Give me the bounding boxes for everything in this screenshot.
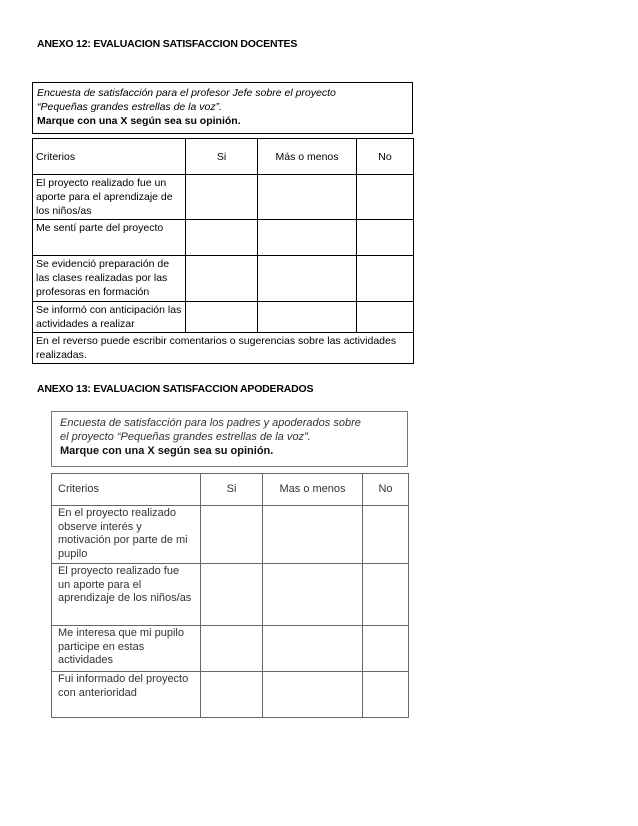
answer-cell-no[interactable]	[363, 672, 409, 718]
anexo12-instructions-box	[32, 82, 413, 134]
anexo13-instructions-line2: el proyecto “Pequeñas grandes estrellas de la voz”.	[60, 431, 311, 443]
answer-cell-si[interactable]	[186, 175, 258, 220]
anexo12-instructions-line3: Marque con una X según sea su opinión.	[37, 115, 241, 127]
header-criterios: Criterios	[52, 474, 201, 506]
criterion-text: El proyecto realizado fue un aporte para el aprendizaje de los niños/as	[52, 564, 201, 626]
answer-cell-si[interactable]	[201, 626, 263, 672]
answer-cell-si[interactable]	[201, 564, 263, 626]
criterion-text: Se evidenció preparación de las clases realizadas por las profesoras en formación	[33, 256, 186, 302]
anexo12-instructions-line2: “Pequeñas grandes estrellas de la voz”.	[37, 101, 223, 113]
table-row	[52, 564, 409, 626]
answer-cell-si[interactable]	[201, 506, 263, 564]
answer-cell-mas-o-menos[interactable]	[263, 672, 363, 718]
answer-cell-mas-o-menos[interactable]	[263, 626, 363, 672]
answer-cell-mas-o-menos[interactable]	[258, 302, 357, 333]
answer-cell-mas-o-menos[interactable]	[263, 506, 363, 564]
answer-cell-no[interactable]	[363, 564, 409, 626]
answer-cell-mas-o-menos[interactable]	[263, 564, 363, 626]
table-row	[33, 302, 414, 333]
header-mas-o-menos: Más o menos	[258, 139, 357, 175]
table-footer-row	[33, 333, 414, 364]
answer-cell-si[interactable]	[186, 220, 258, 256]
criterion-text: Fui informado del proyecto con anterioridad	[52, 672, 201, 718]
anexo13-heading: ANEXO 13: EVALUACION SATISFACCION APODERADOS	[37, 383, 314, 395]
criterion-text: Me interesa que mi pupilo participe en estas actividades	[52, 626, 201, 672]
anexo12-heading: ANEXO 12: EVALUACION SATISFACCION DOCENTES	[37, 38, 298, 50]
answer-cell-no[interactable]	[357, 256, 414, 302]
anexo13-instructions-line1: Encuesta de satisfacción para los padres y apoderados sobre	[60, 417, 361, 429]
anexo12-survey-table	[32, 138, 414, 364]
criterion-text: Me sentí parte del proyecto	[33, 220, 186, 256]
table-row	[52, 672, 409, 718]
table-row	[33, 220, 414, 256]
header-no: No	[363, 474, 409, 506]
answer-cell-no[interactable]	[357, 302, 414, 333]
criterion-text: Se informó con anticipación las actividades a realizar	[33, 302, 186, 333]
criterion-text: En el proyecto realizado observe interés y motivación por parte de mi pupilo	[52, 506, 201, 564]
answer-cell-no[interactable]	[357, 220, 414, 256]
header-si: Si	[201, 474, 263, 506]
header-criterios: Criterios	[33, 139, 186, 175]
answer-cell-no[interactable]	[363, 626, 409, 672]
answer-cell-si[interactable]	[186, 302, 258, 333]
anexo13-survey-table	[51, 473, 409, 718]
header-si: Si	[186, 139, 258, 175]
anexo13-instructions-line3: Marque con una X según sea su opinión.	[60, 445, 274, 457]
table-row	[33, 175, 414, 220]
answer-cell-no[interactable]	[357, 175, 414, 220]
answer-cell-mas-o-menos[interactable]	[258, 175, 357, 220]
header-no: No	[357, 139, 414, 175]
table-header-row	[33, 139, 414, 175]
header-mas-o-menos: Mas o menos	[263, 474, 363, 506]
answer-cell-si[interactable]	[201, 672, 263, 718]
answer-cell-no[interactable]	[363, 506, 409, 564]
comments-note: En el reverso puede escribir comentarios o sugerencias sobre las actividades realizadas.	[33, 333, 414, 364]
answer-cell-mas-o-menos[interactable]	[258, 220, 357, 256]
anexo13-instructions-box	[51, 411, 408, 467]
anexo12-instructions-line1: Encuesta de satisfacción para el profesor Jefe sobre el proyecto	[37, 87, 336, 99]
criterion-text: El proyecto realizado fue un aporte para el aprendizaje de los niños/as	[33, 175, 186, 220]
table-row	[33, 256, 414, 302]
answer-cell-mas-o-menos[interactable]	[258, 256, 357, 302]
table-header-row	[52, 474, 409, 506]
table-row	[52, 626, 409, 672]
answer-cell-si[interactable]	[186, 256, 258, 302]
table-row	[52, 506, 409, 564]
